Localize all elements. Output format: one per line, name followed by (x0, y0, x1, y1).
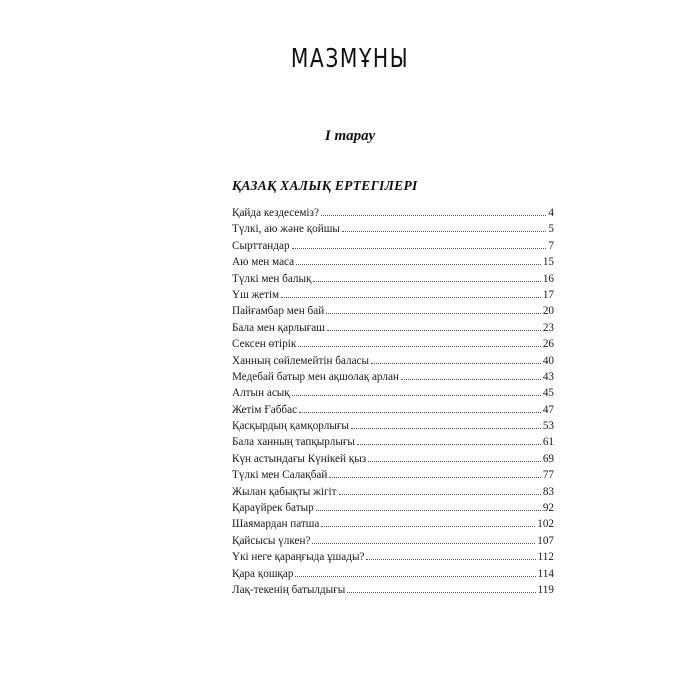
toc-entry-page: 15 (542, 256, 554, 269)
toc-entry-title: Шаямардан патша (232, 518, 320, 531)
toc-entry-title: Қайсысы үлкен? (232, 534, 311, 547)
toc-entry (232, 402, 554, 418)
toc-entry (232, 205, 554, 221)
toc-entry-title: Пайғамбар мен бай (232, 305, 325, 318)
dot-leader (312, 543, 535, 544)
toc-entry-page: 17 (542, 288, 554, 301)
toc-entry-page: 77 (542, 469, 554, 482)
dot-leader (313, 281, 540, 282)
toc-entry-title: Бала ханның тапқырлығы (232, 436, 355, 449)
toc-entry-page: 40 (542, 354, 554, 367)
toc-entry-page: 7 (548, 239, 554, 252)
toc-entry-page: 102 (537, 518, 554, 531)
section-title: ҚАЗАҚ ХАЛЫҚ ЕРТЕГІЛЕРІ (232, 178, 418, 193)
toc-entry (232, 484, 554, 500)
toc-entry-title: Түлкі, аю және қойшы (232, 223, 340, 236)
dot-leader (357, 444, 541, 445)
toc-entry-title: Жылан қабықты жігіт (232, 485, 337, 498)
toc-entry (232, 467, 554, 483)
toc-entry-page: 5 (548, 223, 554, 236)
toc-entry-title: Алтын асық (232, 387, 290, 400)
dot-leader (351, 428, 541, 429)
toc-entry-title: Лақ-текенің батылдығы (232, 583, 346, 596)
toc-entry-title: Аю мен маса (232, 256, 295, 269)
toc-entry-page: 112 (537, 551, 554, 564)
toc-entry-title: Қараүйрек батыр (232, 502, 314, 515)
toc-entry (232, 254, 554, 270)
toc-entry-page: 114 (537, 567, 554, 580)
toc-entry-title: Күн астындағы Күнікей қыз (232, 452, 367, 465)
toc-entry-page: 4 (548, 207, 554, 219)
dot-leader (347, 592, 535, 593)
toc-entry-page: 119 (537, 583, 554, 596)
toc-entry (232, 434, 554, 450)
dot-leader (329, 477, 540, 478)
dot-leader (368, 461, 541, 462)
toc-entry-title: Медебай батыр мен ақшолақ арлан (232, 370, 399, 383)
toc-entry-page: 53 (542, 420, 554, 433)
dot-leader (342, 231, 547, 232)
dot-leader (292, 248, 547, 249)
toc-entry (232, 221, 554, 237)
dot-leader (401, 379, 541, 380)
toc-entry-title: Сырттандар (232, 239, 290, 252)
toc-entry (232, 418, 554, 434)
dot-leader (298, 346, 541, 347)
toc-entry-page: 83 (542, 485, 554, 498)
dot-leader (296, 264, 541, 265)
toc-entry-page: 43 (542, 370, 554, 383)
toc-entry-title: Үкі неге қараңғыда ұшады? (232, 551, 365, 564)
dot-leader (321, 215, 546, 216)
dot-leader (327, 330, 541, 331)
toc-entry-title: Түлкі мен Салақбай (232, 469, 328, 482)
toc-entry-page: 69 (542, 452, 554, 465)
toc-entry-title: Қайда кездесеміз? (232, 207, 319, 219)
dot-leader (371, 363, 541, 364)
part-title: І тарау (324, 128, 376, 144)
toc-entry (232, 549, 554, 565)
toc-entry-page: 16 (542, 272, 554, 285)
toc-entry (232, 516, 554, 532)
toc-entry-page: 61 (542, 436, 554, 449)
toc-entry-page: 26 (542, 338, 554, 351)
dot-leader (339, 494, 541, 495)
toc-entry (232, 271, 554, 287)
dot-leader (366, 559, 535, 560)
dot-leader (281, 297, 541, 298)
dot-leader (316, 510, 541, 511)
toc-entry-title: Түлкі мен балық (232, 272, 312, 285)
toc-entry-page: 23 (542, 321, 554, 334)
toc-entry (232, 451, 554, 467)
toc-entry-title: Қасқырдың қамқорлығы (232, 420, 349, 433)
toc-entry-title: Жетім Ғаббас (232, 403, 298, 416)
toc-entry-page: 107 (537, 534, 554, 547)
toc-entry (232, 582, 554, 598)
dot-leader (326, 313, 541, 314)
contents-heading: МАЗМҰНЫ (290, 44, 410, 74)
toc-entry-title: Сексен өтірік (232, 338, 297, 351)
toc-entry-page: 20 (542, 305, 554, 318)
toc-entry-title: Үш жетім (232, 288, 280, 301)
toc-entry-title: Ханның сөйлемейтін баласы (232, 354, 370, 367)
dot-leader (299, 412, 541, 413)
toc-entry (232, 238, 554, 254)
toc-entry-title: Бала мен қарлығаш (232, 321, 325, 334)
dot-leader (292, 395, 541, 396)
dot-leader (321, 526, 535, 527)
toc-entry (232, 369, 554, 385)
toc-entry (232, 320, 554, 336)
dot-leader (295, 576, 535, 577)
toc-entry-page: 45 (542, 387, 554, 400)
toc-entry-page: 92 (542, 502, 554, 515)
toc-entry (232, 336, 554, 352)
toc-entry (232, 566, 554, 582)
toc-entry-page: 47 (542, 403, 554, 416)
toc-entry (232, 287, 554, 303)
toc-entry (232, 500, 554, 516)
toc-entry (232, 303, 554, 319)
toc-entry (232, 385, 554, 401)
toc-entry (232, 353, 554, 369)
toc-entry-title: Қара қошқар (232, 567, 294, 580)
toc-entry (232, 533, 554, 549)
table-of-contents (232, 205, 554, 598)
